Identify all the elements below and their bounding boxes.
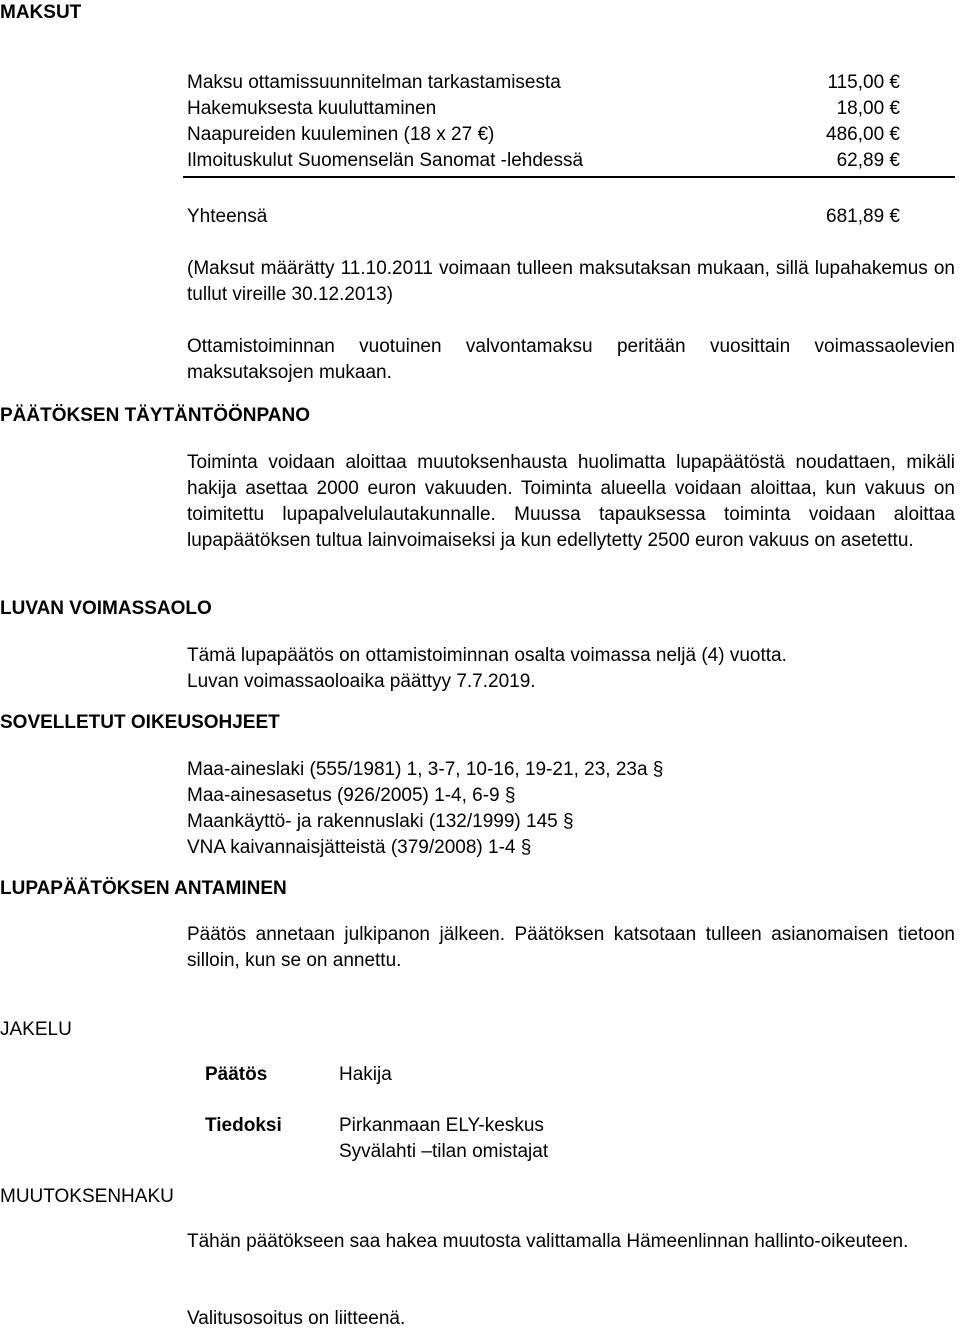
antaminen-text: Päätös annetaan julkipanon jälkeen. Päätöksen katsotaan tulleen asianomaisen tietoon silloin, kun se on annettu. [187, 924, 955, 971]
muutoksenhaku-text: Tähän päätökseen saa hakea muutosta valittamalla Hämeenlinnan hallinto-oikeuteen. [187, 1231, 909, 1252]
fee-label: Hakemuksesta kuuluttaminen [187, 98, 437, 119]
fee-label: Naapureiden kuuleminen (18 x 27 €) [187, 124, 495, 145]
heading-maksut: MAKSUT [0, 2, 82, 23]
voimassaolo-line-1: Tämä lupapäätös on ottamistoiminnan osalta voimassa neljä (4) vuotta. [187, 645, 787, 666]
heading-taytantoonpano: PÄÄTÖKSEN TÄYTÄNTÖÖNPANO [0, 405, 310, 426]
fee-note: (Maksut määrätty 11.10.2011 voimaan tulleen maksutaksan mukaan, sillä lupahakemus on tullut vireille 30.12.2013) [187, 258, 955, 305]
law-list [187, 757, 955, 861]
heading-muutoksenhaku: MUUTOKSENHAKU [0, 1186, 174, 1207]
fee-amount: 62,89 € [836, 150, 900, 171]
jakelu-tiedoksi-label: Tiedoksi [205, 1115, 282, 1136]
fee-label: Maksu ottamissuunnitelman tarkastamisesta [187, 72, 561, 93]
supervision-fee-note: Ottamistoiminnan vuotuinen valvontamaksu peritään vuosittain voimassaolevien maksutaksojen mukaan. [187, 336, 955, 383]
jakelu-paatos-recipient: Hakija [339, 1064, 392, 1085]
fee-amount: 18,00 € [836, 98, 900, 119]
heading-oikeusohjeet: SOVELLETUT OIKEUSOHJEET [0, 712, 280, 733]
fee-amount: 115,00 € [827, 72, 900, 93]
fee-table [187, 70, 900, 174]
fee-total-divider [183, 176, 955, 178]
fee-total-label: Yhteensä [187, 206, 268, 227]
fee-row [187, 96, 900, 122]
fee-row [187, 70, 900, 96]
law-item: Maankäyttö- ja rakennuslaki (132/1999) 145 § [187, 811, 574, 832]
law-item: Maa-aineslaki (555/1981) 1, 3-7, 10-16, 19-21, 23, 23a § [187, 759, 664, 780]
law-item: VNA kaivannaisjätteistä (379/2008) 1-4 § [187, 837, 532, 858]
taytantoonpano-text: Toiminta voidaan aloittaa muutoksenhausta huolimatta lupapäätöstä noudattaen, mikäli hakija asettaa 2000 euron vakuuden. Toiminta alueella voidaan aloittaa, kun vakuus on toimitettu lupapalvelulautakunnalle. Muussa tapauksessa toiminta voidaan aloittaa lupapäätöksen tultua lainvoimaiseksi ja kun edellytetty 2500 euron vakuus on asetettu. [187, 452, 955, 551]
law-item: Maa-ainesasetus (926/2005) 1-4, 6-9 § [187, 785, 516, 806]
fee-amount: 486,00 € [826, 124, 900, 145]
heading-jakelu: JAKELU [0, 1019, 72, 1040]
heading-voimassaolo: LUVAN VOIMASSAOLO [0, 598, 212, 619]
fee-total-amount: 681,89 € [826, 206, 900, 227]
valitusosoitus-note: Valitusosoitus on liitteenä. [187, 1308, 406, 1329]
voimassaolo-line-2: Luvan voimassaoloaika päättyy 7.7.2019. [187, 671, 536, 692]
fee-total-row [187, 204, 900, 230]
fee-row [187, 148, 900, 174]
heading-antaminen: LUPAPÄÄTÖKSEN ANTAMINEN [0, 878, 287, 899]
jakelu-paatos-label: Päätös [205, 1064, 268, 1085]
fee-label: Ilmoituskulut Suomenselän Sanomat -lehdessä [187, 150, 584, 171]
jakelu-tiedoksi-recipient: Pirkanmaan ELY-keskus [339, 1115, 544, 1136]
jakelu-tiedoksi-recipient: Syvälahti –tilan omistajat [339, 1141, 549, 1162]
fee-row [187, 122, 900, 148]
